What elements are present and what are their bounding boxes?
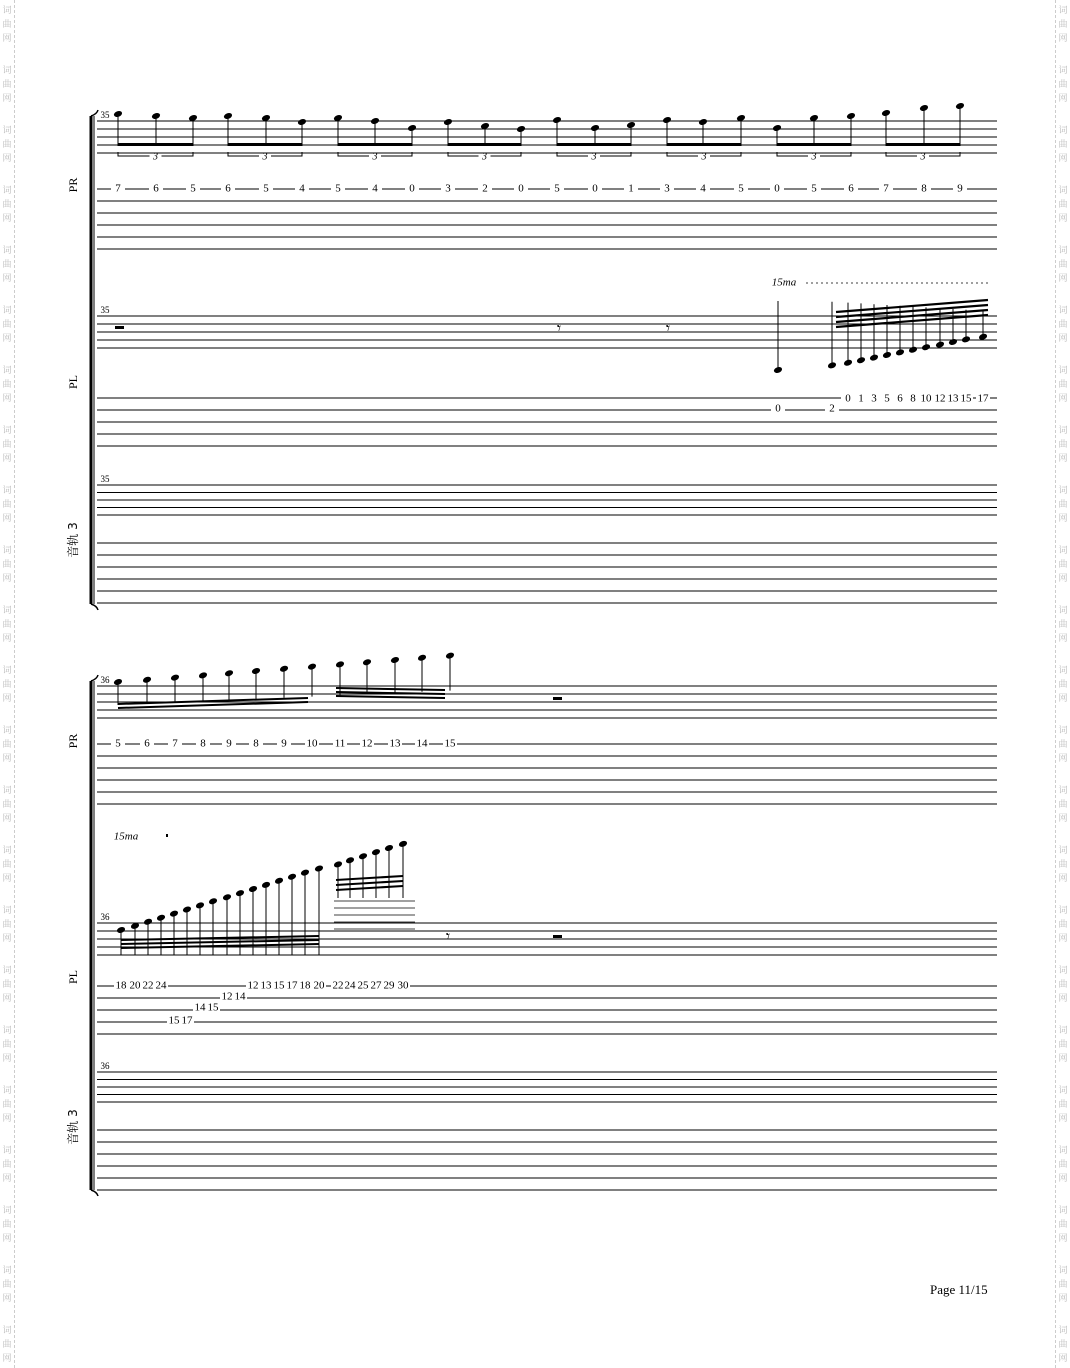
watermark-char: 词 — [2, 906, 12, 916]
half-rest — [553, 935, 562, 938]
watermark-char: 网 — [1058, 1354, 1068, 1364]
watermark-char: 词 — [2, 1146, 12, 1156]
watermark-char: 曲 — [1058, 440, 1068, 450]
tab-fret-number: 8 — [253, 737, 259, 750]
measure-number: 36 — [100, 675, 110, 686]
tab-fret-number: 12 — [247, 979, 259, 992]
tab-fret-number: 6 — [153, 182, 159, 195]
watermark-char: 曲 — [1058, 800, 1068, 810]
tab-fret-number: 9 — [281, 737, 287, 750]
bracket-bottom — [91, 1190, 98, 1196]
half-rest — [553, 697, 562, 700]
track-label-pr: PR — [66, 177, 80, 193]
watermark-char: 词 — [2, 966, 12, 976]
watermark-char: 网 — [2, 1354, 12, 1364]
watermark-char: 网 — [2, 694, 12, 704]
tab-fret-number: 20 — [313, 979, 325, 992]
watermark-char: 曲 — [2, 920, 12, 930]
tab-fret-number: 14 — [194, 1001, 206, 1014]
watermark-char: 网 — [1058, 1114, 1068, 1124]
watermark-char: 网 — [2, 1294, 12, 1304]
tab-fret-number: 3 — [445, 182, 451, 195]
watermark-char: 词 — [1058, 906, 1068, 916]
track-label-3: 音轨 3 — [66, 522, 80, 558]
tab-fret-number: 7 — [883, 182, 889, 195]
watermark-char: 曲 — [2, 740, 12, 750]
watermark-char: 词 — [1058, 486, 1068, 496]
watermark-char: 词 — [1058, 546, 1068, 556]
watermark-char: 网 — [1058, 214, 1068, 224]
watermark-char: 网 — [2, 454, 12, 464]
tab-fret-number: 10 — [306, 737, 318, 750]
tab-fret-number: 12 — [934, 392, 946, 405]
watermark-char: 网 — [1058, 1174, 1068, 1184]
watermark-char: 词 — [2, 1266, 12, 1276]
watermark-char: 词 — [1058, 426, 1068, 436]
watermark-char: 网 — [2, 334, 12, 344]
watermark-char: 曲 — [2, 800, 12, 810]
watermark-char: 曲 — [1058, 1100, 1068, 1110]
tuplet-number: 3 — [591, 151, 597, 163]
watermark-char: 网 — [1058, 34, 1068, 44]
watermark-char: 词 — [2, 546, 12, 556]
tab-fret-number: 0 — [774, 182, 780, 195]
watermark-char: 词 — [1058, 66, 1068, 76]
tab-fret-number: 9 — [226, 737, 232, 750]
tab-fret-number: 25 — [357, 979, 369, 992]
tab-fret-number: 5 — [738, 182, 744, 195]
beam — [557, 143, 631, 146]
beam — [118, 143, 193, 146]
watermark-char: 词 — [1058, 1026, 1068, 1036]
watermark-char: 曲 — [1058, 620, 1068, 630]
watermark-char: 词 — [1058, 966, 1068, 976]
watermark-char: 曲 — [1058, 80, 1068, 90]
watermark-char: 曲 — [1058, 500, 1068, 510]
tuplet-number: 3 — [482, 151, 487, 163]
half-rest — [115, 326, 124, 329]
tab-fret-number: 5 — [884, 392, 890, 405]
tab-fret-number: 4 — [372, 182, 378, 195]
watermark-char: 词 — [1058, 366, 1068, 376]
tab-fret-number: 8 — [200, 737, 206, 750]
watermark-char: 曲 — [1058, 1280, 1068, 1290]
watermark-char: 网 — [2, 394, 12, 404]
watermark-char: 词 — [1058, 246, 1068, 256]
tab-fret-number: 9 — [957, 182, 963, 195]
watermark-char: 网 — [1058, 514, 1068, 524]
tab-fret-number: 3 — [871, 392, 877, 405]
ottava-marking: 15ma — [771, 276, 797, 289]
watermark-char: 网 — [1058, 1234, 1068, 1244]
beam — [336, 881, 403, 885]
watermark-char: 曲 — [2, 980, 12, 990]
tab-fret-number: 1 — [628, 182, 634, 195]
tab-fret-number: 0 — [592, 182, 598, 195]
tab-fret-number: 4 — [299, 182, 305, 195]
watermark-char: 词 — [2, 1086, 12, 1096]
tab-fret-number: 22 — [142, 979, 154, 992]
watermark-char: 词 — [2, 1326, 12, 1336]
watermark-char: 网 — [2, 934, 12, 944]
tab-fret-number: 6 — [225, 182, 231, 195]
watermark-char: 词 — [1058, 1326, 1068, 1336]
watermark-char: 词 — [1058, 186, 1068, 196]
track-label-pl: PL — [66, 969, 80, 985]
watermark-char: 词 — [2, 246, 12, 256]
watermark-char: 曲 — [1058, 680, 1068, 690]
watermark-char: 词 — [2, 66, 12, 76]
watermark-char: 曲 — [2, 1160, 12, 1170]
watermark-char: 网 — [1058, 274, 1068, 284]
tab-fret-number: 15 — [444, 737, 456, 750]
tab-fret-number: 6 — [897, 392, 903, 405]
watermark-char: 曲 — [1058, 1340, 1068, 1350]
tab-fret-number: 12 — [221, 990, 233, 1003]
watermark-char: 词 — [1058, 6, 1068, 16]
eighth-rest: 𝄾 — [445, 928, 451, 946]
ottava-marking: 15ma — [113, 830, 139, 843]
watermark-char: 词 — [2, 6, 12, 16]
tab-fret-number: 17 — [181, 1014, 193, 1027]
watermark-char: 曲 — [1058, 1160, 1068, 1170]
tab-fret-number: 11 — [334, 737, 346, 750]
watermark-char: 网 — [2, 754, 12, 764]
watermark-char: 曲 — [1058, 740, 1068, 750]
tab-fret-number: 0 — [845, 392, 851, 405]
watermark-char: 词 — [1058, 726, 1068, 736]
watermark-char: 曲 — [2, 1340, 12, 1350]
tuplet-number: 3 — [153, 151, 158, 163]
bracket-bottom — [91, 604, 98, 610]
tab-fret-number: 7 — [115, 182, 121, 195]
tab-fret-number: 5 — [190, 182, 196, 195]
watermark-char: 曲 — [1058, 920, 1068, 930]
page-number: Page 11/15 — [930, 1282, 988, 1297]
tab-fret-number: 2 — [482, 182, 488, 195]
tab-fret-number: 18 — [299, 979, 311, 992]
watermark-char: 曲 — [2, 80, 12, 90]
watermark-char: 词 — [2, 726, 12, 736]
watermark-char: 网 — [1058, 994, 1068, 1004]
track-label-pl: PL — [66, 374, 80, 390]
beam — [448, 143, 521, 146]
watermark-char: 网 — [2, 514, 12, 524]
watermark-char: 网 — [2, 1234, 12, 1244]
watermark-char: 词 — [2, 666, 12, 676]
bracket-top — [91, 110, 98, 116]
watermark-char: 词 — [2, 426, 12, 436]
tab-fret-number: 6 — [144, 737, 150, 750]
watermark-char: 词 — [1058, 846, 1068, 856]
watermark-char: 词 — [1058, 126, 1068, 136]
watermark-char: 曲 — [2, 200, 12, 210]
tab-fret-number: 3 — [664, 182, 670, 195]
beam — [777, 143, 851, 146]
tab-fret-number: 5 — [554, 182, 560, 195]
watermark-char: 网 — [1058, 154, 1068, 164]
tuplet-number: 3 — [372, 151, 378, 163]
watermark-char: 网 — [1058, 334, 1068, 344]
tab-fret-number: 13 — [260, 979, 272, 992]
beam — [667, 143, 741, 146]
watermark-char: 网 — [1058, 1294, 1068, 1304]
watermark-char: 网 — [1058, 634, 1068, 644]
tab-fret-number: 24 — [344, 979, 356, 992]
watermark-char: 曲 — [1058, 380, 1068, 390]
tab-fret-number: 5 — [115, 737, 121, 750]
watermark-char: 词 — [2, 606, 12, 616]
tab-fret-number: 5 — [811, 182, 817, 195]
watermark-char: 网 — [1058, 94, 1068, 104]
beam — [121, 940, 319, 944]
tab-fret-number: 30 — [397, 979, 409, 992]
tab-fret-number: 14 — [416, 737, 428, 750]
watermark-char: 网 — [2, 874, 12, 884]
watermark-char: 曲 — [1058, 320, 1068, 330]
beam — [338, 143, 412, 146]
tab-fret-number: 1 — [858, 392, 864, 405]
watermark-char: 网 — [2, 1114, 12, 1124]
watermark-char: 网 — [1058, 1054, 1068, 1064]
watermark-char: 词 — [1058, 1206, 1068, 1216]
watermark-char: 网 — [2, 274, 12, 284]
watermark-char: 词 — [1058, 1086, 1068, 1096]
watermark-char: 曲 — [1058, 860, 1068, 870]
tab-fret-number: 15 — [207, 1001, 219, 1014]
beam — [336, 876, 403, 880]
watermark-char: 网 — [1058, 874, 1068, 884]
watermark-char: 网 — [1058, 694, 1068, 704]
watermark-char: 曲 — [1058, 1040, 1068, 1050]
watermark-char: 曲 — [2, 500, 12, 510]
watermark-char: 曲 — [2, 260, 12, 270]
watermark-char: 词 — [2, 366, 12, 376]
tab-fret-number: 13 — [389, 737, 401, 750]
watermark-char: 词 — [1058, 306, 1068, 316]
measure-number: 35 — [100, 305, 110, 316]
tab-fret-number: 15 — [273, 979, 285, 992]
watermark-char: 词 — [1058, 1266, 1068, 1276]
watermark-char: 曲 — [2, 1220, 12, 1230]
watermark-char: 曲 — [1058, 140, 1068, 150]
watermark-char: 词 — [2, 486, 12, 496]
watermark-char: 曲 — [1058, 560, 1068, 570]
watermark-char: 网 — [1058, 934, 1068, 944]
tab-fret-number: 27 — [370, 979, 382, 992]
tab-fret-number: 20 — [129, 979, 141, 992]
watermark-char: 词 — [2, 1026, 12, 1036]
watermark-char: 曲 — [1058, 20, 1068, 30]
measure-number: 36 — [100, 1061, 110, 1072]
watermark-char: 网 — [2, 1174, 12, 1184]
watermark-char: 曲 — [2, 320, 12, 330]
watermark-char: 曲 — [2, 1040, 12, 1050]
tab-fret-number: 17 — [977, 392, 989, 405]
tab-fret-number: 13 — [947, 392, 959, 405]
watermark-char: 曲 — [1058, 1220, 1068, 1230]
watermark-char: 词 — [2, 126, 12, 136]
watermark-char: 曲 — [2, 140, 12, 150]
watermark-char: 曲 — [1058, 200, 1068, 210]
beam — [886, 143, 960, 146]
watermark-char: 词 — [2, 1206, 12, 1216]
watermark-char: 网 — [1058, 754, 1068, 764]
watermark-char: 词 — [1058, 606, 1068, 616]
watermark-char: 网 — [2, 634, 12, 644]
watermark-char: 曲 — [1058, 980, 1068, 990]
watermark-char: 网 — [2, 574, 12, 584]
watermark-char: 词 — [2, 786, 12, 796]
watermark-char: 网 — [1058, 814, 1068, 824]
tab-fret-number: 0 — [518, 182, 524, 195]
watermark-char: 词 — [1058, 786, 1068, 796]
watermark-char: 网 — [1058, 394, 1068, 404]
watermark-char: 网 — [2, 94, 12, 104]
tab-fret-number: 14 — [234, 990, 246, 1003]
ottava-line — [166, 834, 168, 837]
beam — [336, 886, 403, 890]
watermark-char: 曲 — [2, 1100, 12, 1110]
watermark-char: 曲 — [2, 860, 12, 870]
watermark-char: 词 — [2, 306, 12, 316]
eighth-rest: 𝄾 — [556, 320, 562, 338]
tab-fret-number: 10 — [920, 392, 932, 405]
beam — [336, 688, 445, 690]
tab-fret-number: 24 — [155, 979, 167, 992]
watermark-char: 网 — [2, 214, 12, 224]
watermark-char: 曲 — [2, 440, 12, 450]
tab-fret-number: 7 — [172, 737, 178, 750]
track-label-3: 音轨 3 — [66, 1109, 80, 1145]
tuplet-number: 3 — [811, 151, 817, 163]
tab-fret-number: 4 — [700, 182, 706, 195]
watermark-char: 曲 — [2, 1280, 12, 1290]
measure-number: 36 — [100, 912, 110, 923]
watermark-char: 网 — [2, 34, 12, 44]
watermark-char: 网 — [2, 154, 12, 164]
beam — [336, 696, 445, 698]
track-label-pr: PR — [66, 733, 80, 749]
watermark-char: 词 — [2, 846, 12, 856]
watermark-char: 词 — [1058, 1146, 1068, 1156]
bracket-top — [91, 675, 98, 681]
watermark-char: 词 — [2, 186, 12, 196]
beam — [228, 143, 302, 146]
tab-fret-number: 2 — [829, 402, 835, 415]
tuplet-number: 3 — [262, 151, 268, 163]
tab-fret-number: 6 — [848, 182, 854, 195]
eighth-rest: 𝄾 — [665, 320, 671, 338]
tab-fret-number: 0 — [409, 182, 415, 195]
watermark-char: 网 — [2, 1054, 12, 1064]
watermark-char: 网 — [1058, 454, 1068, 464]
watermark-char: 曲 — [2, 380, 12, 390]
measure-number: 35 — [100, 474, 110, 485]
tuplet-number: 3 — [701, 151, 707, 163]
watermark-char: 曲 — [2, 20, 12, 30]
tab-fret-number: 15 — [168, 1014, 180, 1027]
tab-fret-number: 15 — [960, 392, 972, 405]
watermark-char: 曲 — [2, 560, 12, 570]
tuplet-number: 3 — [920, 151, 926, 163]
tab-fret-number: 12 — [361, 737, 373, 750]
tab-fret-number: 22 — [332, 979, 344, 992]
tab-fret-number: 29 — [383, 979, 395, 992]
watermark-char: 网 — [2, 814, 12, 824]
tab-fret-number: 5 — [263, 182, 269, 195]
tab-fret-number: 0 — [775, 402, 781, 415]
tab-fret-number: 5 — [335, 182, 341, 195]
tab-fret-number: 18 — [115, 979, 127, 992]
watermark-char: 网 — [1058, 574, 1068, 584]
tab-fret-number: 8 — [921, 182, 927, 195]
tab-fret-number: 8 — [910, 392, 916, 405]
watermark-char: 曲 — [2, 680, 12, 690]
watermark-char: 曲 — [2, 620, 12, 630]
watermark-char: 曲 — [1058, 260, 1068, 270]
measure-number: 35 — [100, 110, 110, 121]
watermark-char: 词 — [1058, 666, 1068, 676]
watermark-char: 网 — [2, 994, 12, 1004]
tab-fret-number: 17 — [286, 979, 298, 992]
